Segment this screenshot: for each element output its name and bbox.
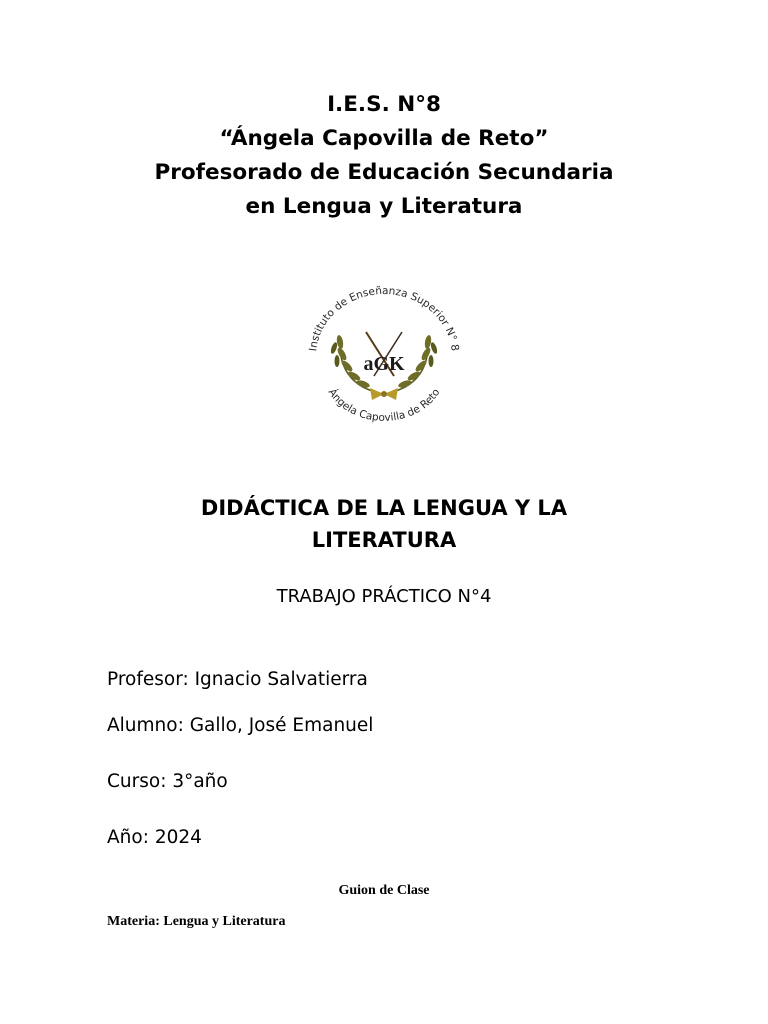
- institution-patron: “Ángela Capovilla de Reto”: [219, 126, 549, 151]
- logo-monogram: aGK: [363, 353, 405, 375]
- assignment-title: TRABAJO PRÁCTICO N°4: [276, 586, 492, 607]
- lesson-plan-heading: Guion de Clase: [338, 883, 430, 898]
- course-title-line-1: DIDÁCTICA DE LA LENGUA Y LA: [200, 496, 568, 520]
- ribbon-bow-icon: [370, 388, 398, 400]
- logo-arc-top-text: Instituto de Enseñanza Superior N° 8: [307, 284, 461, 352]
- institution-name: I.E.S. N°8: [327, 92, 441, 117]
- program-name: Profesorado de Educación Secundaria: [154, 160, 614, 185]
- logo-arc-bottom-text: Ángela Capovilla de Reto: [325, 386, 443, 424]
- student-line: Alumno: Gallo, José Emanuel: [107, 715, 374, 736]
- course-title-line-2: LITERATURA: [311, 528, 457, 552]
- subject-line: Materia: Lengua y Literatura: [107, 914, 286, 929]
- institution-header: [0, 88, 768, 224]
- grade-line: Curso: 3°año: [107, 771, 228, 792]
- institution-logo: [294, 282, 474, 432]
- professor-line: Profesor: Ignacio Salvatierra: [107, 669, 368, 690]
- year-line: Año: 2024: [107, 827, 202, 848]
- program-specialty: en Lengua y Literatura: [245, 194, 523, 219]
- course-title: [0, 492, 768, 556]
